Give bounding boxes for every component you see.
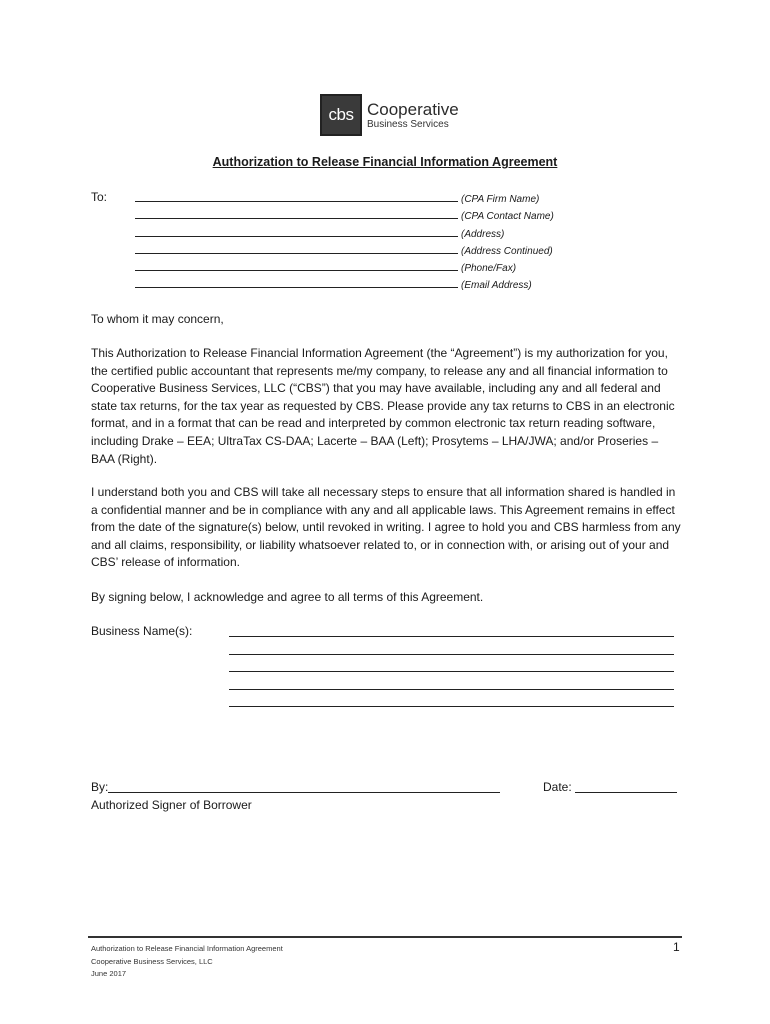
- address-field-email[interactable]: (Email Address): [135, 277, 532, 291]
- paragraph-authorization: This Authorization to Release Financial Information Agreement (the “Agreement”) is my authorization for you, the certified public accountant that represents me/my company, to release any and all financial information to Cooperative Business Services, LLC (“CBS”) that you may have available, including any and all federal and state tax returns, for the tax year as requested by CBS. Please provide any tax returns to CBS in an electronic format, and in a format that can be read and interpreted by common electronic tax return reading software, including Drake – EEA; UltraTax CS-DAA; Lacerte – BAA (Left); Prosytems – LHA/JWA; and/or Proseries – BAA (Right).: [91, 346, 675, 466]
- business-name-label: Business Name(s):: [91, 624, 193, 638]
- address-field-address-continued[interactable]: (Address Continued): [135, 243, 553, 257]
- page-number: 1: [673, 940, 680, 954]
- business-name-line-2[interactable]: [229, 654, 674, 655]
- footer-title: Authorization to Release Financial Information Agreement: [91, 944, 283, 953]
- date-line[interactable]: [575, 792, 677, 793]
- address-field-cpa-contact[interactable]: (CPA Contact Name): [135, 208, 554, 222]
- signature-line[interactable]: [108, 792, 500, 793]
- date-label: Date:: [543, 780, 572, 794]
- company-logo: [320, 94, 459, 136]
- business-name-line-3[interactable]: [229, 671, 674, 672]
- fill-line[interactable]: [135, 277, 458, 288]
- fill-line[interactable]: [135, 208, 458, 219]
- salutation: To whom it may concern,: [91, 312, 224, 326]
- address-field-phone-fax[interactable]: (Phone/Fax): [135, 260, 516, 274]
- footer-company: Cooperative Business Services, LLC: [91, 957, 213, 966]
- address-field-cpa-firm[interactable]: (CPA Firm Name): [135, 191, 539, 205]
- logo-name: Cooperative: [367, 99, 459, 119]
- signer-caption: Authorized Signer of Borrower: [91, 798, 252, 812]
- fill-line[interactable]: [135, 191, 458, 202]
- logo-subtitle: Business Services: [367, 118, 449, 130]
- by-label: By:: [91, 780, 109, 794]
- business-name-line-1[interactable]: [229, 636, 674, 637]
- to-label: To:: [91, 190, 108, 204]
- fill-line[interactable]: [135, 260, 458, 271]
- document-title: Authorization to Release Financial Information Agreement: [212, 155, 558, 169]
- footer-divider: [88, 936, 682, 938]
- address-field-address[interactable]: (Address): [135, 226, 504, 240]
- business-name-line-4[interactable]: [229, 689, 674, 690]
- fill-line[interactable]: [135, 243, 458, 254]
- fill-line[interactable]: [135, 226, 458, 237]
- paragraph-acknowledgement: By signing below, I acknowledge and agree to all terms of this Agreement.: [91, 590, 484, 604]
- business-name-line-5[interactable]: [229, 706, 674, 707]
- paragraph-confidentiality: I understand both you and CBS will take all necessary steps to ensure that all information shared is handled in a confidential manner and be in compliance with any and all applicable laws. This Agreement remains in effect from the date of the signature(s) below, until revoked in writing. I agree to hold you and CBS harmless from any and all claims, responsibility, or liability whatsoever related to, or in connection with, or arising out of your and CBS’ release of information.: [91, 485, 681, 570]
- logo-mark: cbs: [320, 94, 362, 136]
- footer-date: June 2017: [91, 969, 127, 978]
